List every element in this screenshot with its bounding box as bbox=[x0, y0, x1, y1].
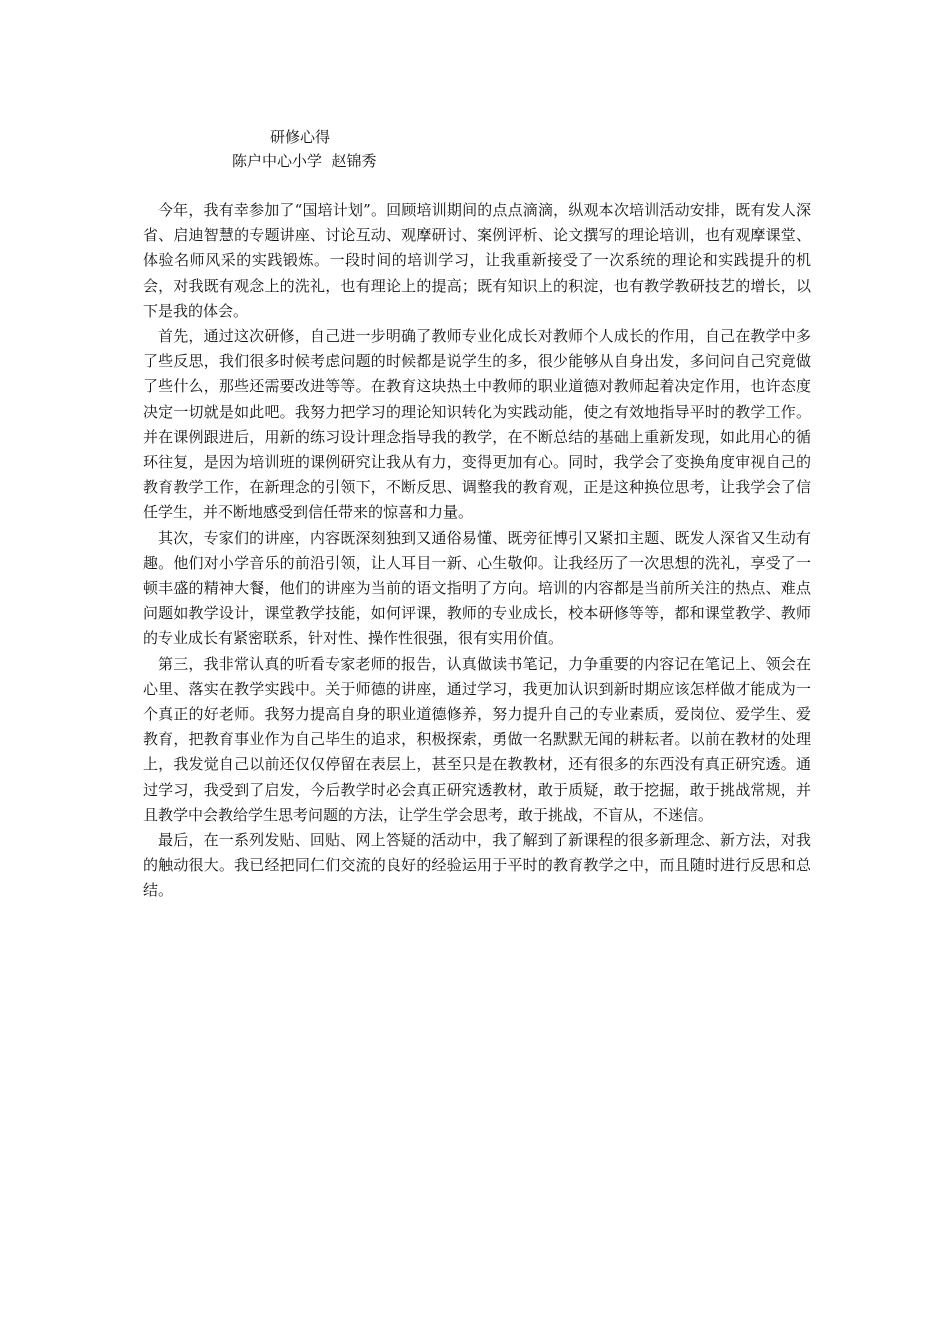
paragraph-third: 第三，我非常认真的听看专家老师的报告，认真做读书笔记，力争重要的内容记在笔记上、领会在心里、落实在教学实践中。关于师德的讲座，通过学习，我更加认识到新时期应该怎样做才能成为一个真正的好老师。我努力提高自身的职业道德修养，努力提升自己的专业素质，爱岗位、爱学生、爱教育，把教育事业作为自己毕生的追求，积极探索，勇做一名默默无闻的耕耘者。以前在教材的处理上，我发觉自己以前还仅仅停留在表层上，甚至只是在教教材，还有很多的东西没有真正研究透。通过学习，我受到了启发，今后教学时必会真正研究透教材，敢于质疑，敢于挖掘，敢于挑战常规，并且教学中会教给学生思考问题的方法，让学生学会思考，敢于挑战，不盲从，不迷信。 bbox=[143, 654, 811, 824]
paragraph-second: 其次，专家们的讲座，内容既深刻独到又通俗易懂、既旁征博引又紧扣主题、既发人深省又生动有趣。他们对小学音乐的前沿引领，让人耳目一新、心生敬仰。让我经历了一次思想的洗礼，享受了一顿丰盛的精神大餐，他们的讲座为当前的语文指明了方向。培训的内容都是当前所关注的热点、难点问题如教学设计，课堂教学技能，如何评课，教师的专业成长，校本研修等等，都和课堂教学、教师的专业成长有紧密联系，针对性、操作性很强，很有实用价值。 bbox=[143, 528, 811, 648]
author-line: 陈户中心小学 赵锦秀 bbox=[232, 152, 377, 170]
document-title: 研修心得 bbox=[270, 128, 331, 146]
paragraph-last: 最后，在一系列发贴、回贴、网上答疑的活动中，我了解到了新课程的很多新理念、新方法，对我的触动很大。我已经把同仁们交流的良好的经验运用于平时的教育教学之中，而且随时进行反思和总结。 bbox=[143, 831, 811, 900]
paragraph-intro: 今年，我有幸参加了“国培计划”。回顾培训期间的点点滴滴，纵观本次培训活动安排，既有发人深省、启迪智慧的专题讲座、讨论互动、观摩研讨、案例评析、论文撰写的理论培训，也有观摩课堂、体验名师风采的实践锻炼。一段时间的培训学习，让我重新接受了一次系统的理论和实践提升的机会，对我既有观念上的洗礼，也有理论上的提高；既有知识上的积淀，也有教学教研技艺的增长，以下是我的体会。 bbox=[143, 201, 811, 320]
paragraph-first: 首先，通过这次研修，自己进一步明确了教师专业化成长对教师个人成长的作用，自己在教学中多了些反思，我们很多时候考虑问题的时候都是说学生的多，很少能够从自身出发，多问问自己究竟做了些什么，那些还需要改进等等。在教育这块热土中教师的职业道德对教师起着决定作用，也许态度决定一切就是如此吧。我努力把学习的理论知识转化为实践动能，使之有效地指导平时的教学工作。并在课例跟进后，用新的练习设计理念指导我的教学，在不断总结的基础上重新发现，如此用心的循环往复，是因为培训班的课例研究让我从有力，变得更加有心。同时，我学会了变换角度审视自己的教育教学工作，在新理念的引领下，不断反思、调整我的教育观，正是这种换位思考，让我学会了信任学生，并不断地感受到信任带来的惊喜和力量。 bbox=[143, 327, 811, 522]
document-body bbox=[143, 198, 811, 904]
